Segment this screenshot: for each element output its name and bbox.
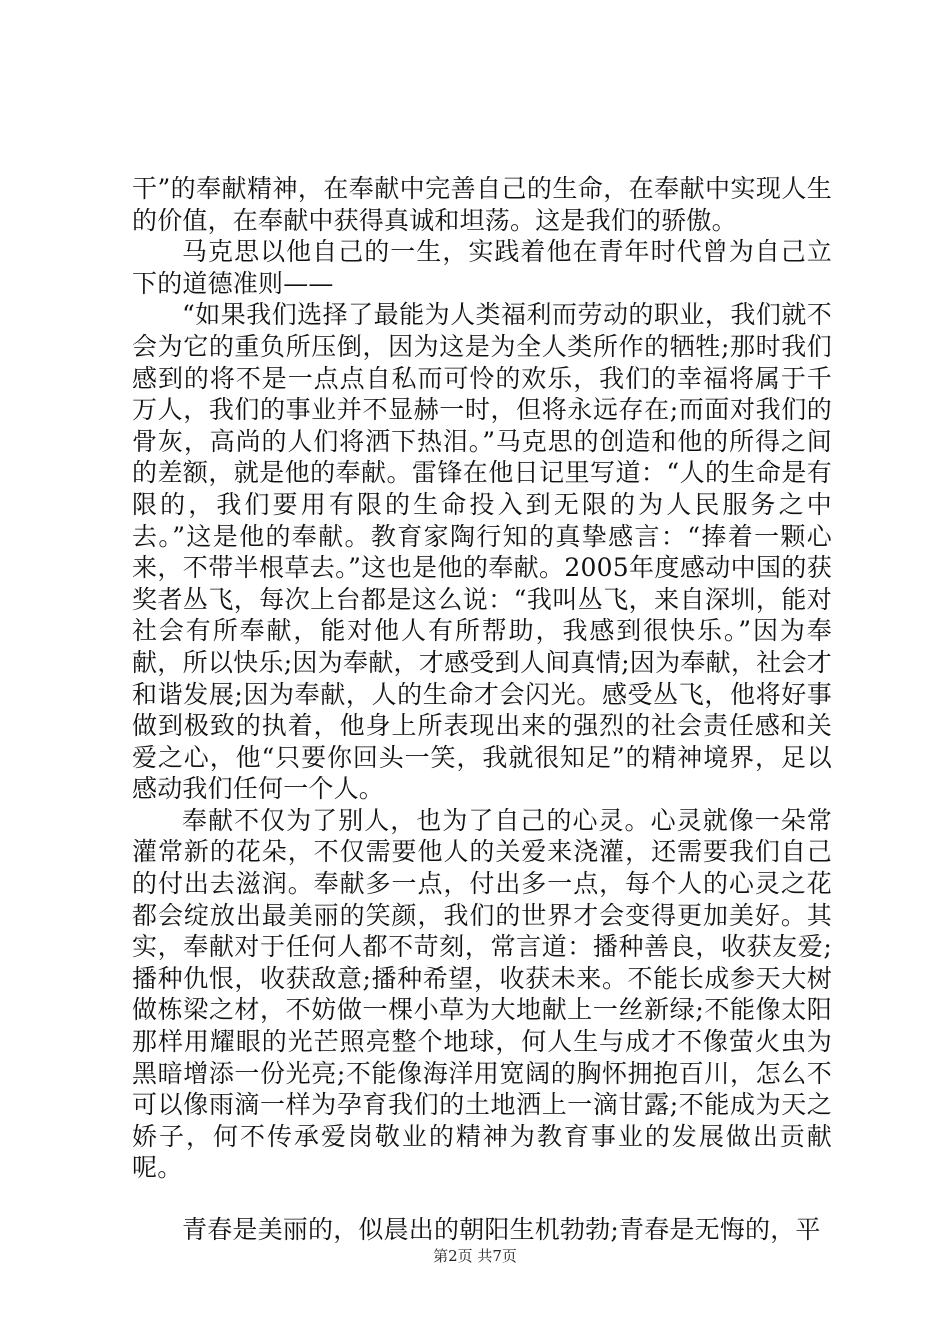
paragraph-gap [132, 1184, 832, 1214]
paragraph-1: 干”的奉献精神，在奉献中完善自己的生命，在奉献中实现人生的价值，在奉献中获得真诚和坦荡。这是我们的骄傲。 [132, 174, 832, 235]
paragraph-3: “如果我们选择了最能为人类福利而劳动的职业，我们就不会为它的重负所压倒，因为这是为全人类所作的牺牲;那时我们感到的将不是一点点自私而可怜的欢乐，我们的幸福将属于千万人，我们的事业并不显赫一时，但将永远存在;而面对我们的骨灰，高尚的人们将洒下热泪。”马克思的创造和他的所得之间的差额，就是他的奉献。雷锋在他日记里写道：“人的生命是有限的，我们要用有限的生命投入到无限的为人民服务之中去。”这是他的奉献。教育家陶行知的真挚感言：“捧着一颗心来，不带半根草去。”这也是他的奉献。2005年度感动中国的获奖者丛飞，每次上台都是这么说：“我叫丛飞，来自深圳，能对社会有所奉献，能对他人有所帮助，我感到很快乐。”因为奉献，所以快乐;因为奉献，才感受到人间真情;因为奉献，社会才和谐发展;因为奉献，人的生命才会闪光。感受丛飞，他将好事做到极致的执着，他身上所表现出来的强烈的社会责任感和关爱之心，他“只要你回头一笑，我就很知足”的精神境界，足以感动我们任何一个人。 [132, 300, 832, 804]
paragraph-4: 奉献不仅为了别人，也为了自己的心灵。心灵就像一朵常灌常新的花朵，不仅需要他人的关爱来浇灌，还需要我们自己的付出去滋润。奉献多一点，付出多一点，每个人的心灵之花都会绽放出最美丽的笑颜，我们的世界才会变得更加美好。其实，奉献对于任何人都不苛刻，常言道：播种善良，收获友爱;播种仇恨，收获敌意;播种希望，收获未来。不能长成参天大树做栋梁之材，不妨做一棵小草为大地献上一丝新绿;不能像太阳那样用耀眼的光芒照亮整个地球，何人生与成才不像萤火虫为黑暗增添一份光亮;不能像海洋用宽阔的胸怀拥抱百川，怎么不可以像雨滴一样为孕育我们的土地洒上一滴甘露;不能成为天之娇子，何不传承爱岗敬业的精神为教育事业的发展做出贡献呢。 [132, 805, 832, 1183]
page-number-footer: 第2页 共7页 [433, 1247, 517, 1265]
paragraph-2: 马克思以他自己的一生，实践着他在青年时代曾为自己立下的道德准则—— [132, 237, 832, 298]
paragraph-5: 青春是美丽的，似晨出的朝阳生机勃勃;青春是无悔的，平 [182, 1215, 821, 1244]
document-body [132, 173, 832, 1246]
